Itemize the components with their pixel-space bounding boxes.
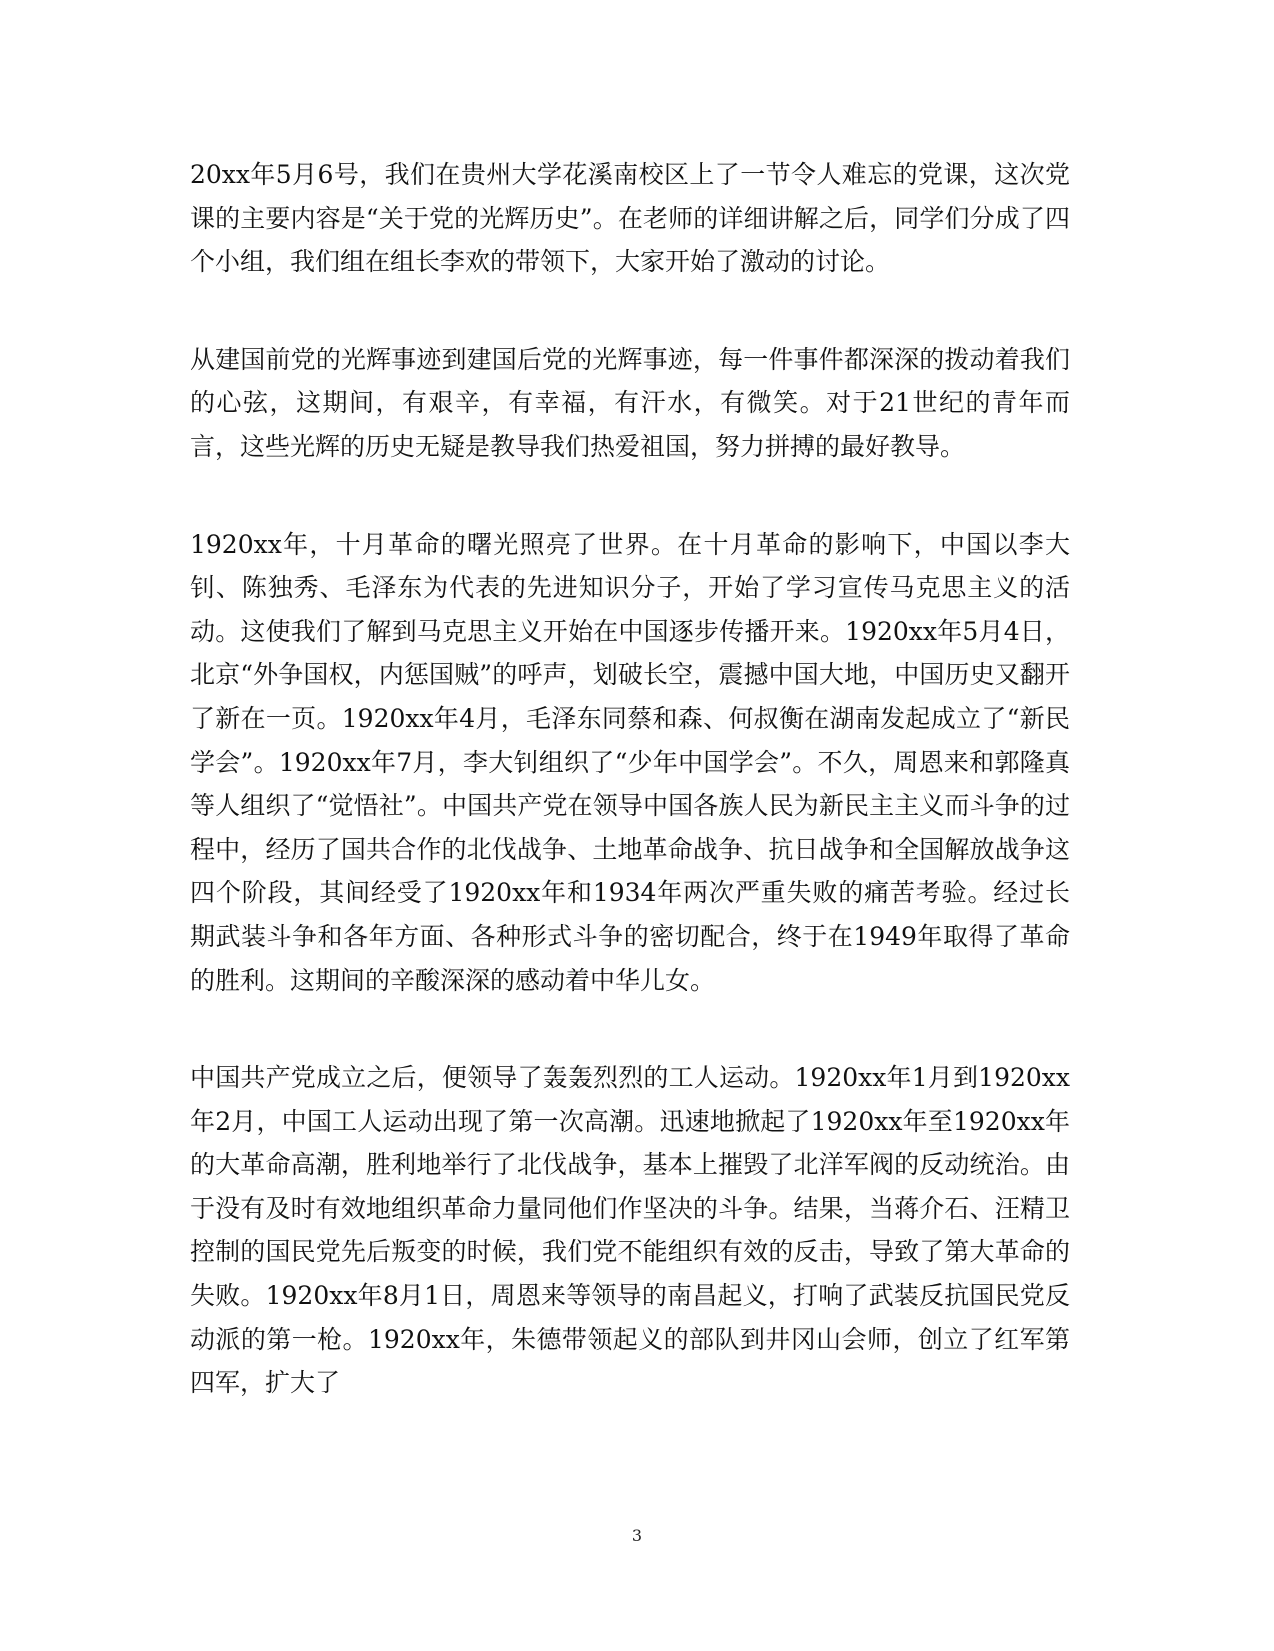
page-number: 3 xyxy=(631,1526,643,1545)
paragraph-2: 从建国前党的光辉事迹到建国后党的光辉事迹，每一件事件都深深的拨动着我们的心弦，这期间，有艰辛，有幸福，有汗水，有微笑。对于21世纪的青年而言，这些光辉的历史无疑是教导我们热爱祖国，努力拼搏的最好教导。 xyxy=(190,344,1070,461)
paragraph-3: 1920xx年，十月革命的曙光照亮了世界。在十月革命的影响下，中国以李大钊、陈独秀、毛泽东为代表的先进知识分子，开始了学习宣传马克思主义的活动。这使我们了解到马克思主义开始在中国逐步传播开来。1920xx年5月4日，北京“外争国权，内惩国贼”的呼声，划破长空，震撼中国大地，中国历史又翻开了新在一页。1920xx年4月，毛泽东同蔡和森、何叔衡在湖南发起成立了“新民学会”。1920xx年7月，李大钊组织了“少年中国学会”。不久，周恩来和郭隆真等人组织了“觉悟社”。中国共产党在领导中国各族人民为新民主主义而斗争的过程中，经历了国共合作的北伐战争、土地革命战争、抗日战争和全国解放战争这四个阶段，其间经受了1920xx年和1934年两次严重失败的痛苦考验。经过长期武装斗争和各年方面、各种形式斗争的密切配合，终于在1949年取得了革命的胜利。这期间的辛酸深深的感动着中华儿女。 xyxy=(190,529,1070,995)
paragraph-1: 20xx年5月6号，我们在贵州大学花溪南校区上了一节令人难忘的党课，这次党课的主要内容是“关于党的光辉历史”。在老师的详细讲解之后，同学们分成了四个小组，我们组在组长李欢的带领下，大家开始了激动的讨论。 xyxy=(190,160,1070,277)
document-body xyxy=(190,153,1070,1405)
paragraph-4: 中国共产党成立之后，便领导了轰轰烈烈的工人运动。1920xx年1月到1920xx年2月，中国工人运动出现了第一次高潮。迅速地掀起了1920xx年至1920xx年的大革命高潮，胜利地举行了北伐战争，基本上摧毁了北洋军阀的反动统治。由于没有及时有效地组织革命力量同他们作坚决的斗争。结果，当蒋介石、汪精卫控制的国民党先后叛变的时候，我们党不能组织有效的反击，导致了第大革命的失败。1920xx年8月1日，周恩来等领导的南昌起义，打响了武装反抗国民党反动派的第一枪。1920xx年，朱德带领起义的部队到井冈山会师，创立了红军第四军，扩大了 xyxy=(190,1063,1070,1398)
